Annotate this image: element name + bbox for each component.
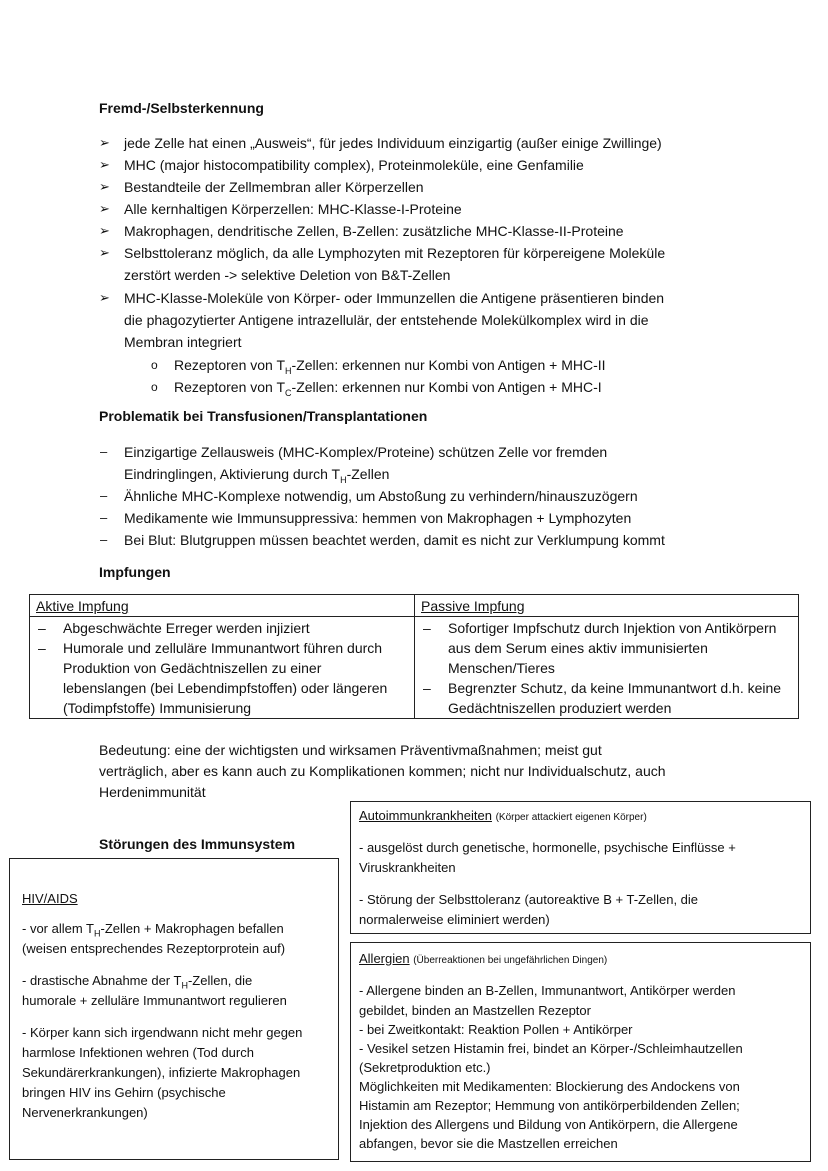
list-item: Bestandteile der Zellmembran aller Körperzellen xyxy=(124,179,424,195)
paragraph-line: humorale + zelluläre Immunantwort regulieren xyxy=(22,993,287,1008)
table-list-item: – Humorale und zelluläre Immunantwort führen durch Produktion von Gedächtniszellen zu einer lebenslangen (bei Lebendimpfstoffen) oder längeren (Todimpfstoffe) Immunisierung xyxy=(38,640,388,716)
active-vaccination-header: Aktive Impfung xyxy=(36,598,129,614)
paragraph-line: Injektion des Allergens und Bildung von Antikörpern, die Allergene xyxy=(359,1117,738,1132)
table-list-item: – Sofortiger Impfschutz durch Injektion von Antikörpern aus dem Serum eines aktiv immunisierten Menschen/Tieres xyxy=(423,620,777,676)
paragraph-line: Viruskrankheiten xyxy=(359,860,456,875)
list-item: Alle kernhaltigen Körperzellen: MHC-Klasse-I-Proteine xyxy=(124,201,462,217)
list-item-continuation: Eindringlingen, Aktivierung durch $T_H$-Zellen xyxy=(124,466,390,485)
allergy-heading: Allergien (Überreaktionen bei ungefährlichen Dingen) xyxy=(359,951,608,966)
paragraph-line: Nervenerkrankungen) xyxy=(22,1105,148,1120)
list-item-continuation: Membran integriert xyxy=(124,334,242,350)
paragraph-line: - vor allem $T_H$-Zellen + Makrophagen befallen xyxy=(22,921,284,939)
paragraph-line: gebildet, binden an Mastzellen Rezeptor xyxy=(359,1003,591,1018)
paragraph-line: harmlose Infektionen wehren (Tod durch xyxy=(22,1045,254,1060)
list-item: MHC-Klasse-Moleküle von Körper- oder Immunzellen die Antigene präsentieren binden xyxy=(124,290,665,306)
paragraph-line: - Körper kann sich irgendwann nicht mehr gegen xyxy=(22,1025,303,1040)
heading-stoerungen: Störungen des Immunsystem xyxy=(99,836,296,852)
list-item: Einzigartige Zellausweis (MHC-Komplex/Proteine) schützen Zelle vor fremden xyxy=(124,444,608,460)
sub-list-item: Rezeptoren von $T_H$-Zellen: erkennen nur Kombi von Antigen + MHC-II xyxy=(174,357,606,376)
table-list-item: – Abgeschwächte Erreger werden injiziert xyxy=(38,620,310,636)
hiv-aids-heading: HIV/AIDS xyxy=(22,891,78,906)
paragraph-line: - Vesikel setzen Histamin frei, bindet an Körper-/Schleimhautzellen xyxy=(359,1041,743,1056)
arrow-bullet-icon: ➢ xyxy=(99,157,110,172)
list-item: Makrophagen, dendritische Zellen, B-Zellen: zusätzliche MHC-Klasse-II-Proteine xyxy=(124,223,624,239)
paragraph-line: Histamin am Rezeptor; Hemmung von antikörperbildenden Zellen; xyxy=(359,1098,740,1113)
arrow-bullet-icon: ➢ xyxy=(99,245,110,260)
dash-bullet: – xyxy=(100,532,108,547)
circle-bullet-icon: o xyxy=(151,358,158,372)
paragraph-line: abfangen, bevor sie die Mastzellen erreichen xyxy=(359,1136,618,1151)
paragraph-line: Sekundärerkrankungen), infizierte Makrophagen xyxy=(22,1065,301,1080)
paragraph-line: (weisen entsprechendes Rezeptorprotein auf) xyxy=(22,941,286,956)
arrow-bullet-icon: ➢ xyxy=(99,290,110,305)
list-item: Medikamente wie Immunsuppressiva: hemmen von Makrophagen + Lymphozyten xyxy=(124,510,632,526)
dash-bullet: – xyxy=(100,510,108,525)
allergy-box xyxy=(350,942,811,1162)
dash-bullet: – xyxy=(100,488,108,503)
vaccination-table xyxy=(29,594,799,719)
arrow-bullet-icon: ➢ xyxy=(99,223,110,238)
hiv-aids-box xyxy=(9,858,339,1160)
paragraph-line: verträglich, aber es kann auch zu Komplikationen kommen; nicht nur Individualschutz, auch xyxy=(99,763,666,779)
paragraph-line: - Störung der Selbsttoleranz (autoreaktive B + T-Zellen, die xyxy=(359,892,699,907)
passive-vaccination-header: Passive Impfung xyxy=(421,598,525,614)
arrow-bullet-icon: ➢ xyxy=(99,135,110,150)
sub-list-item: Rezeptoren von $T_C$-Zellen: erkennen nur Kombi von Antigen + MHC-I xyxy=(174,379,602,398)
list-item-continuation: die phagozytierter Antigene intrazellulär, der entstehende Molekülkomplex wird in die xyxy=(124,312,649,328)
heading-fremd-selbsterkennung: Fremd-/Selbsterkennung xyxy=(99,100,264,116)
heading-impfungen: Impfungen xyxy=(99,564,171,580)
paragraph-line: - Allergene binden an B-Zellen, Immunantwort, Antikörper werden xyxy=(359,983,736,998)
list-item: Ähnliche MHC-Komplexe notwendig, um Abstoßung zu verhindern/hinauszuzögern xyxy=(124,488,638,504)
paragraph-line: - drastische Abnahme der $T_H$-Zellen, die xyxy=(22,973,253,991)
autoimmune-box xyxy=(350,801,811,934)
table-list-item: – Begrenzter Schutz, da keine Immunantwort d.h. keine Gedächtniszellen produziert werden xyxy=(423,680,782,716)
heading-transfusionen: Problematik bei Transfusionen/Transplantationen xyxy=(99,408,428,424)
passive-vaccination-cell xyxy=(415,595,799,719)
list-item: Bei Blut: Blutgruppen müssen beachtet werden, damit es nicht zur Verklumpung kommt xyxy=(124,532,665,548)
paragraph-line: Möglichkeiten mit Medikamenten: Blockierung des Andockens von xyxy=(359,1079,740,1094)
list-item: jede Zelle hat einen „Ausweis“, für jedes Individuum einzigartig (außer einige Zwillinge) xyxy=(124,135,662,151)
list-item: MHC (major histocompatibility complex), Proteinmoleküle, eine Genfamilie xyxy=(124,157,584,173)
paragraph-line: (Sekretproduktion etc.) xyxy=(359,1060,491,1075)
autoimmune-heading: Autoimmunkrankheiten (Körper attackiert eigenen Körper) xyxy=(359,808,647,823)
circle-bullet-icon: o xyxy=(151,380,158,394)
dash-bullet: – xyxy=(100,444,108,459)
list-item-continuation: zerstört werden -> selektive Deletion von B&T-Zellen xyxy=(124,267,451,283)
paragraph-line: bringen HIV ins Gehirn (psychische xyxy=(22,1085,226,1100)
list-item: Selbsttoleranz möglich, da alle Lymphozyten mit Rezeptoren für körpereigene Moleküle xyxy=(124,245,666,261)
paragraph-line: - bei Zweitkontakt: Reaktion Pollen + Antikörper xyxy=(359,1022,633,1037)
arrow-bullet-icon: ➢ xyxy=(99,179,110,194)
paragraph-line: normalerweise eliminiert werden) xyxy=(359,912,550,927)
active-vaccination-cell xyxy=(30,595,415,719)
paragraph-line: Herdenimmunität xyxy=(99,784,206,800)
arrow-bullet-icon: ➢ xyxy=(99,201,110,216)
paragraph-line: - ausgelöst durch genetische, hormonelle, psychische Einflüsse + xyxy=(359,840,736,855)
paragraph-line: Bedeutung: eine der wichtigsten und wirksamen Präventivmaßnahmen; meist gut xyxy=(99,742,602,758)
